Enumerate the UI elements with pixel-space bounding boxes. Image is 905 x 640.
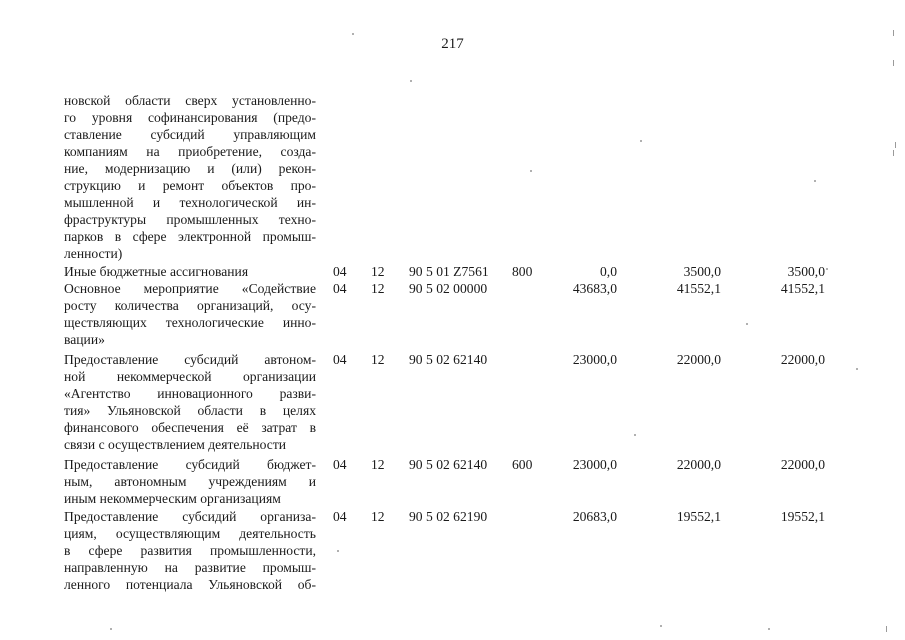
subsection-code: 12 [371, 281, 385, 296]
expense-type-code: 800 [512, 264, 533, 279]
page-number: 217 [441, 36, 464, 52]
scan-speck [530, 170, 532, 172]
row-description-line: ществляющих технологические инно- [64, 315, 316, 330]
amount-year-3: 19552,1 [780, 509, 825, 524]
subsection-code: 12 [371, 509, 385, 524]
row-description-line: в сфере развития промышленности, [64, 543, 316, 558]
scan-speck [856, 368, 858, 370]
target-article-code: 90 5 02 62190 [409, 509, 488, 524]
scan-speck [410, 80, 412, 82]
amount-year-3: 3500,0 [787, 264, 825, 279]
scan-speck [886, 626, 887, 632]
amount-year-1: 23000,0 [572, 352, 617, 367]
section-code: 04 [333, 264, 347, 279]
row-description-line: парков в сфере электронной промыш- [64, 229, 316, 244]
scan-speck [634, 434, 636, 436]
subsection-code: 12 [371, 457, 385, 472]
row-description-line: мышленной и технологической ин- [64, 195, 316, 210]
row-description-line: Предоставление субсидий бюджет- [64, 457, 316, 472]
scan-speck [893, 150, 894, 156]
scan-speck [640, 140, 642, 142]
section-code: 04 [333, 352, 347, 367]
subsection-code: 12 [371, 264, 385, 279]
row-description-line: связи с осуществлением деятельности [64, 437, 287, 452]
amount-year-2: 22000,0 [676, 457, 721, 472]
amount-year-3: 22000,0 [780, 457, 825, 472]
section-code: 04 [333, 509, 347, 524]
amount-year-3: 41552,1 [780, 281, 825, 296]
row-description-line: тия» Ульяновской области в целях [64, 403, 316, 418]
target-article-code: 90 5 02 62140 [409, 457, 488, 472]
row-description-line: ленного потенциала Ульяновской об- [64, 577, 316, 592]
amount-year-1: 20683,0 [572, 509, 617, 524]
row-description-line: вации» [64, 332, 105, 347]
section-code: 04 [333, 457, 347, 472]
section-code: 04 [333, 281, 347, 296]
subsection-code: 12 [371, 352, 385, 367]
scan-speck [893, 30, 894, 36]
amount-year-1: 23000,0 [572, 457, 617, 472]
amount-year-2: 3500,0 [683, 264, 721, 279]
amount-year-2: 41552,1 [676, 281, 721, 296]
row-description-line: ленности) [64, 246, 123, 261]
row-description-line: Предоставление субсидий организа- [64, 509, 316, 524]
amount-year-2: 22000,0 [676, 352, 721, 367]
amount-year-2: 19552,1 [676, 509, 721, 524]
row-description-line: новской области сверх установленно- [64, 93, 316, 108]
row-description-line: финансового обеспечения её затрат в [64, 420, 316, 435]
scan-speck [826, 268, 828, 270]
row-description-line: ным, автономным учреждениям и [64, 474, 316, 489]
row-description-line: Основное мероприятие «Содействие [64, 281, 316, 296]
row-description-line: го уровня софинансирования (предо- [64, 110, 316, 125]
scan-speck [352, 33, 354, 35]
scan-speck [110, 628, 112, 630]
scan-speck [895, 142, 896, 148]
row-description-line: циям, осуществляющим деятельность [64, 526, 316, 541]
target-article-code: 90 5 02 00000 [409, 281, 488, 296]
row-description-line: росту количества организаций, осу- [64, 298, 316, 313]
expense-type-code: 600 [512, 457, 533, 472]
target-article-code: 90 5 02 62140 [409, 352, 488, 367]
row-description-line: струкцию и ремонт объектов про- [64, 178, 316, 193]
amount-year-3: 22000,0 [780, 352, 825, 367]
row-description-line: ставление субсидий управляющим [64, 127, 316, 142]
row-description-line: ной некоммерческой организации [64, 369, 316, 384]
amount-year-1: 0,0 [600, 264, 617, 279]
row-description-line: компаниям на приобретение, созда- [64, 144, 316, 159]
scan-speck [660, 625, 662, 627]
scan-speck [768, 628, 770, 630]
scan-speck [814, 180, 816, 182]
row-description-line: «Агентство инновационного разви- [64, 386, 316, 401]
row-description-line: фраструктуры промышленных техно- [64, 212, 316, 227]
row-description-line: направленную на развитие промыш- [64, 560, 316, 575]
row-description-line: иным некоммерческим организациям [64, 491, 281, 506]
row-description-line: ние, модернизацию и (или) рекон- [64, 161, 316, 176]
row-description-line: Предоставление субсидий автоном- [64, 352, 316, 367]
target-article-code: 90 5 01 Z7561 [409, 264, 489, 279]
scan-speck [337, 550, 339, 552]
amount-year-1: 43683,0 [572, 281, 617, 296]
scan-speck [893, 60, 894, 66]
row-description-line: Иные бюджетные ассигнования [64, 264, 249, 279]
scan-speck [746, 323, 748, 325]
